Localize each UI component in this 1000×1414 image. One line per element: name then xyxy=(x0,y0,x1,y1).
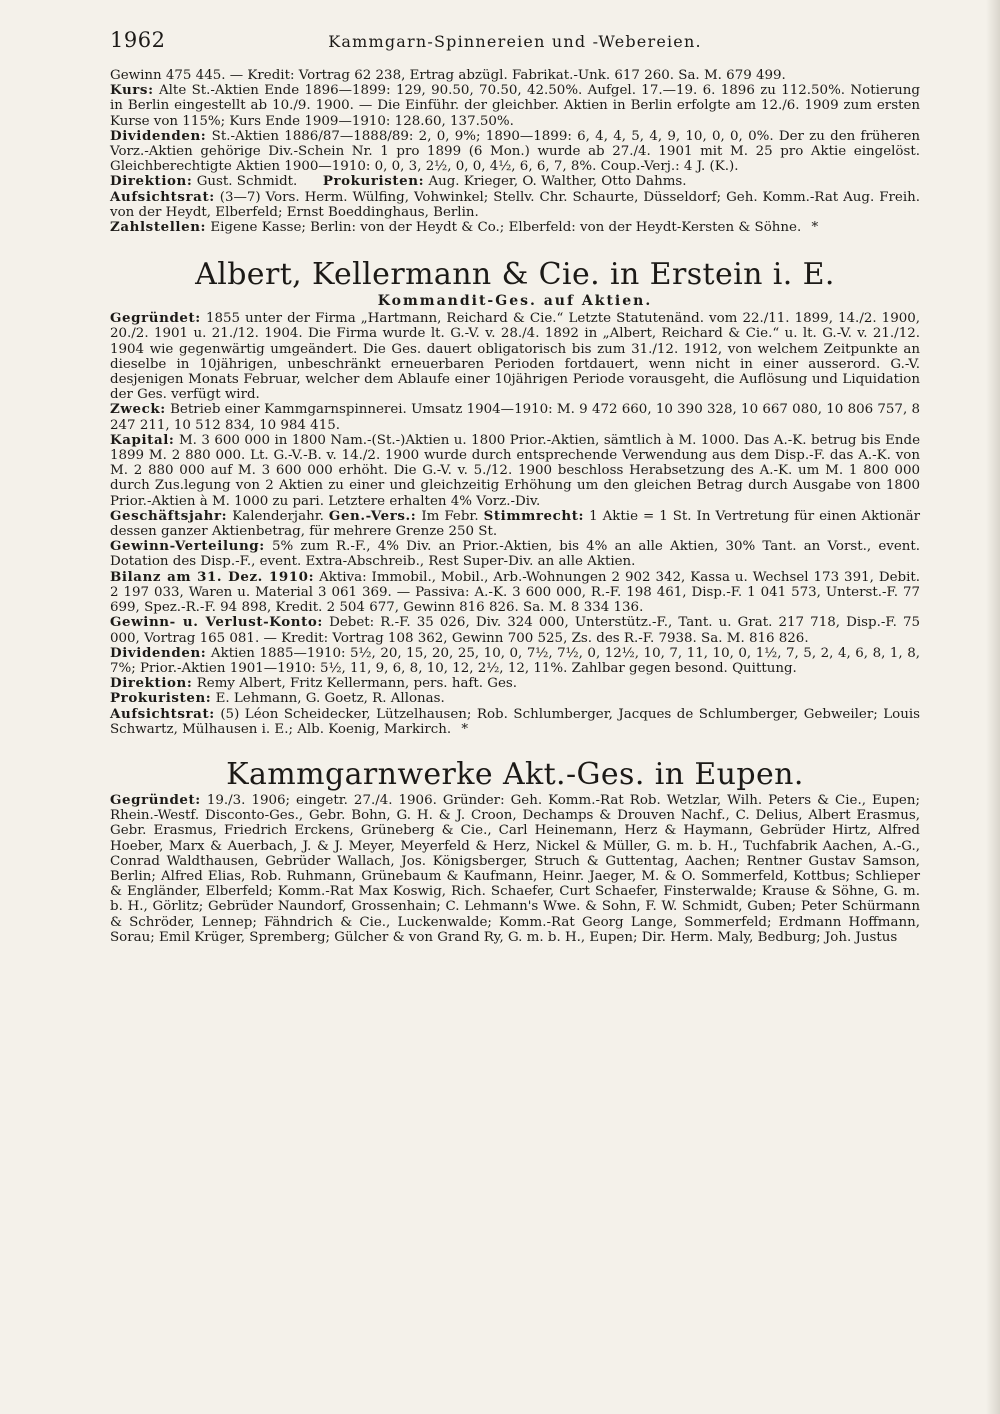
albert-dividenden-text: Aktien 1885—1910: 5½, 20, 15, 20, 25, 10, 0, 7½, 7½, 0, 12½, 10, 7, 11, 10, 0, 1½, 7, 5, 2, 4, 6, 8, 1, 8, 7%; Prior.-Aktien 1901—1910: 5½, 11, 9, 6, 8, 10, 12, 2½, 12, 11%. Zahlbar gegen besond. Quittung. xyxy=(110,645,920,676)
running-head-title: Kammgarn-Spinnereien und -Webereien. xyxy=(328,32,702,51)
albert-kapital xyxy=(110,433,920,509)
albert-gewinnvert-label: Gewinn-Verteilung: xyxy=(110,538,265,555)
albert-geschaeftsjahr-label: Geschäftsjahr: xyxy=(110,507,228,524)
albert-aufsichtsrat-label: Aufsichtsrat: xyxy=(110,705,215,722)
eupen-gegruendet xyxy=(110,793,920,945)
prev-aufsichtsrat-text: (3—7) Vors. Herm. Wülfing, Vohwinkel; Stellv. Chr. Schaurte, Düsseldorf; Geh. Komm.-Rat Aug. Freih. von der Heydt, Elberfeld; Ernst Boeddinghaus, Berlin. xyxy=(110,189,920,220)
albert-gegruendet xyxy=(110,311,920,402)
albert-end-star: * xyxy=(461,721,469,737)
albert-zweck xyxy=(110,402,920,432)
prev-aufsichtsrat xyxy=(110,190,920,220)
albert-direktion-text: Remy Albert, Fritz Kellermann, pers. haft. Ges. xyxy=(196,676,518,692)
albert-bilanz-label: Bilanz am 31. Dez. 1910: xyxy=(110,568,315,585)
albert-company-subtitle: Kommandit-Ges. auf Aktien. xyxy=(377,293,653,310)
previous-entry xyxy=(110,68,920,235)
albert-gewinnvert-text: 5% zum R.-F., 4% Div. an Prior.-Aktien, bis 4% an alle Aktien, 30% Tant. an Vorst., event. Dotation des Disp.-F., event. Extra-Abschreib., Rest Super-Div. an alle Aktien. xyxy=(110,539,921,570)
prev-zahlstellen-label: Zahlstellen: xyxy=(110,219,207,236)
running-head xyxy=(110,28,920,68)
albert-genvers-text: Im Febr. xyxy=(421,508,479,524)
albert-kapital-text: M. 3 600 000 in 1800 Nam.-(St.-)Aktien u. 1800 Prior.-Aktien, sämtlich à M. 1000. Das A.-K. betrug bis Ende 1899 M. 2 880 000. Lt. G.-V.-B. v. 14./2. 1900 wurde durch entsprechende Verwendung aus dem Disp.-F. das A.-K. von M. 2 880 000 auf M. 3 600 000 erhöht. Die G.-V. v. 5./12. 1900 beschloss Herabsetzung des A.-K. um M. 1 800 000 durch Zus.legung von 2 Aktien zu einer und gleichzeitig Erhöhung um den gleichen Betrag durch Ausgabe von 1800 Prior.-Aktien à M. 1000 zu pari. Letztere erhalten 4% Vorz.-Div. xyxy=(110,432,920,509)
prev-gewinn: Gewinn 475 445. — Kredit: Vortrag 62 238, Ertrag abzügl. Fabrikat.-Unk. 617 260. Sa. M. 679 499. xyxy=(110,68,786,83)
eupen-company-name: Kammgarnwerke Akt.-Ges. in Eupen. xyxy=(226,756,804,792)
albert-prokuristen xyxy=(110,691,920,706)
albert-gegruendet-label: Gegründet: xyxy=(110,310,201,327)
prev-zahlstellen-text: Eigene Kasse; Berlin: von der Heydt & Co.; Elberfeld: von der Heydt-Kersten & Söhne. xyxy=(210,220,802,236)
albert-genvers-label: Gen.-Vers.: xyxy=(328,507,417,524)
albert-kapital-label: Kapital: xyxy=(110,431,175,448)
albert-zweck-text: Betrieb einer Kammgarnspinnerei. Umsatz 1904—1910: M. 9 472 660, 10 390 328, 10 667 080, 10 806 757, 8 247 211, 10 512 834, 10 984 415. xyxy=(110,402,920,433)
albert-dividenden xyxy=(110,646,920,676)
albert-zweck-label: Zweck: xyxy=(110,401,166,418)
prev-end-star: * xyxy=(811,220,819,236)
prev-aufsichtsrat-label: Aufsichtsrat: xyxy=(110,188,215,205)
albert-stimmrecht-text: 1 Aktie = 1 St. In Vertretung für einen Aktionär dessen ganzer Aktienbetrag, für mehrere Grenze 250 St. xyxy=(110,508,921,540)
prev-zahlstellen xyxy=(110,220,920,235)
albert-guv-text: Debet: R.-F. 35 026, Div. 324 000, Unterstütz.-F., Tant. u. Grat. 217 718, Disp.-F. 75 000, Vortrag 165 081. — Kredit: Vortrag 108 362, Gewinn 700 525, Zs. des R.-F. 7938. Sa. M. 816 826. xyxy=(110,615,920,646)
albert-entry xyxy=(110,257,920,737)
prev-dividenden-label: Dividenden: xyxy=(110,127,207,144)
prev-dividenden xyxy=(110,129,920,175)
albert-aufsichtsrat xyxy=(110,707,920,737)
page-number: 1962 xyxy=(110,28,166,52)
albert-gewinnverteilung xyxy=(110,539,920,569)
albert-company-name: Albert, Kellermann & Cie. in Erstein i. E. xyxy=(195,257,835,293)
albert-direktion-label: Direktion: xyxy=(110,675,193,692)
albert-direktion xyxy=(110,676,920,691)
prev-direktion-label: Direktion: xyxy=(110,173,193,190)
albert-geschaeftsjahr-text: Kalenderjahr. xyxy=(232,508,324,524)
prev-kurs-text: Alte St.-Aktien Ende 1896—1899: 129, 90.50, 70.50, 42.50%. Aufgel. 17.—19. 6. 1896 zu 112.50%. Notierung in Berlin eingestellt ab 10./9. 1900. — Die Einführ. der gleichber. Aktien in Berlin erfolgte am 12./6. 1909 zum ersten Kurse von 115%; Kurs Ende 1909—1910: 128.60, 137.50%. xyxy=(110,83,920,129)
prev-kurs xyxy=(110,83,920,129)
eupen-gegruendet-text: 19./3. 1906; eingetr. 27./4. 1906. Gründer: Geh. Komm.-Rat Rob. Wetzlar, Wilh. Peters & Cie., Eupen; Rhein.-Westf. Disconto-Ges., Gebr. Bohn, G. H. & J. Croon, Dechamps & Drouven Nachf., C. Delius, Albert Erasmus, Gebr. Erasmus, Friedrich Erckens, Grüneberg & Cie., Carl Heinemann, Herz & Haymann, Gebrüder Hirtz, Alfred Hoeber, Marx & Auerbach, J. & J. Meyer, Meyerfeld & Herz, Nickel & Müller, G. m. b. H., Tuchfabrik Aachen, A.-G., Conrad Waldthausen, Gebrüder Wallach, Jos. Königsberger, Struch & Guttentag, Aachen; Rentner Gustav Samson, Berlin; Alfred Elias, Rob. Ruhmann, Grünebaum & Kaufmann, Heinr. Jaeger, M. & O. Sommerfeld, Kottbus; Schlieper & Engländer, Elberfeld; Komm.-Rat Max Koswig, Rich. Schaefer, Curt Schaefer, Finsterwalde; Krause & Söhne, G. m. b. H., Görlitz; Gebrüder Naundorf, Grossenhain; C. Lehmann's Wwe. & Sohn, F. W. Schmidt, Guben; Peter Schürmann & Schröder, Lennep; Fähndrich & Cie., Luckenwalde; Komm.-Rat Georg Lange, Sommerfeld; Erdmann Hoffmann, Sorau; Emil Krüger, Spremberg; Gülcher & von Grand Ry, G. m. b. H., Eupen; Dir. Herm. Maly, Bedburg; Joh. Justus xyxy=(110,792,920,945)
albert-prokuristen-label: Prokuristen: xyxy=(110,690,212,707)
albert-dividenden-label: Dividenden: xyxy=(110,644,207,661)
albert-gegruendet-text: 1855 unter der Firma „Hartmann, Reichard & Cie.“ Letzte Statutenänd. vom 22./11. 1899, 14./2. 1900, 20./2. 1901 u. 21./12. 1904. Die Firma wurde lt. G.-V. v. 28./4. 1892 in „Albert, Reichard & Cie.“ u. lt. G.-V. v. 21./12. 1904 wie gegenwärtig umgeändert. Die Ges. dauert obligatorisch bis zum 31./12. 1912, von welchem Zeitpunkte an dieselbe in 10jährigen, unbeschränkt erneuerbaren Perioden fortdauert, wenn nicht in einer ausserord. G.-V. desjenigen Monats Februar, welcher dem Ablaufe einer 10jährigen Periode vorausgeht, die Auflösung und Liquidation der Ges. verfügt wird. xyxy=(110,311,921,403)
prev-prokuristen-text: Aug. Krieger, O. Walther, Otto Dahms. xyxy=(428,174,687,190)
prev-dividenden-text: St.-Aktien 1886/87—1888/89: 2, 0, 9%; 1890—1899: 6, 4, 4, 5, 4, 9, 10, 0, 0, 0%. Der zu den früheren Vorz.-Aktien gehörige Div.-Schein Nr. 1 pro 1899 (6 Mon.) wurde ab 27./4. 1901 mit M. 25 pro Aktie eingelöst. Gleichberechtigte Aktien 1900—1910: 0, 0, 3, 2½, 0, 0, 4½, 6, 6, 7, 8%. Coup.-Verj.: 4 J. (K.). xyxy=(110,128,920,175)
albert-geschaeftsjahr xyxy=(110,509,920,539)
albert-bilanz-text: Aktiva: Immobil., Mobil., Arb.-Wohnungen 2 902 342, Kassa u. Wechsel 173 391, Debit. 2 197 033, Waren u. Material 3 061 369. — Passiva: A.-K. 3 600 000, R.-F. 198 461, Disp.-F. 1 041 573, Unterst.-F. 77 699, Spez.-R.-F. 94 898, Kredit. 2 504 677, Gewinn 816 826. Sa. M. 8 334 136. xyxy=(110,569,920,616)
albert-guv-label: Gewinn- u. Verlust-Konto: xyxy=(110,614,323,631)
prev-direktion-text: Gust. Schmidt. xyxy=(196,174,298,190)
eupen-entry xyxy=(110,757,920,945)
albert-aufsichtsrat-text: (5) Léon Scheidecker, Lützelhausen; Rob. Schlumberger, Jacques de Schlumberger, Gebweiler; Louis Schwartz, Mülhausen i. E.; Alb. Koenig, Markirch. xyxy=(110,706,920,737)
albert-bilanz xyxy=(110,570,920,616)
prev-kurs-label: Kurs: xyxy=(110,82,154,99)
albert-prokuristen-text: E. Lehmann, G. Goetz, R. Allonas. xyxy=(215,691,445,707)
prev-direktion xyxy=(110,174,920,189)
eupen-gegruendet-label: Gegründet: xyxy=(110,791,201,808)
page-edge-shadow xyxy=(986,0,1000,1414)
albert-guv xyxy=(110,615,920,645)
albert-stimmrecht-label: Stimmrecht: xyxy=(483,507,585,524)
prev-prokuristen-label: Prokuristen: xyxy=(322,173,425,190)
